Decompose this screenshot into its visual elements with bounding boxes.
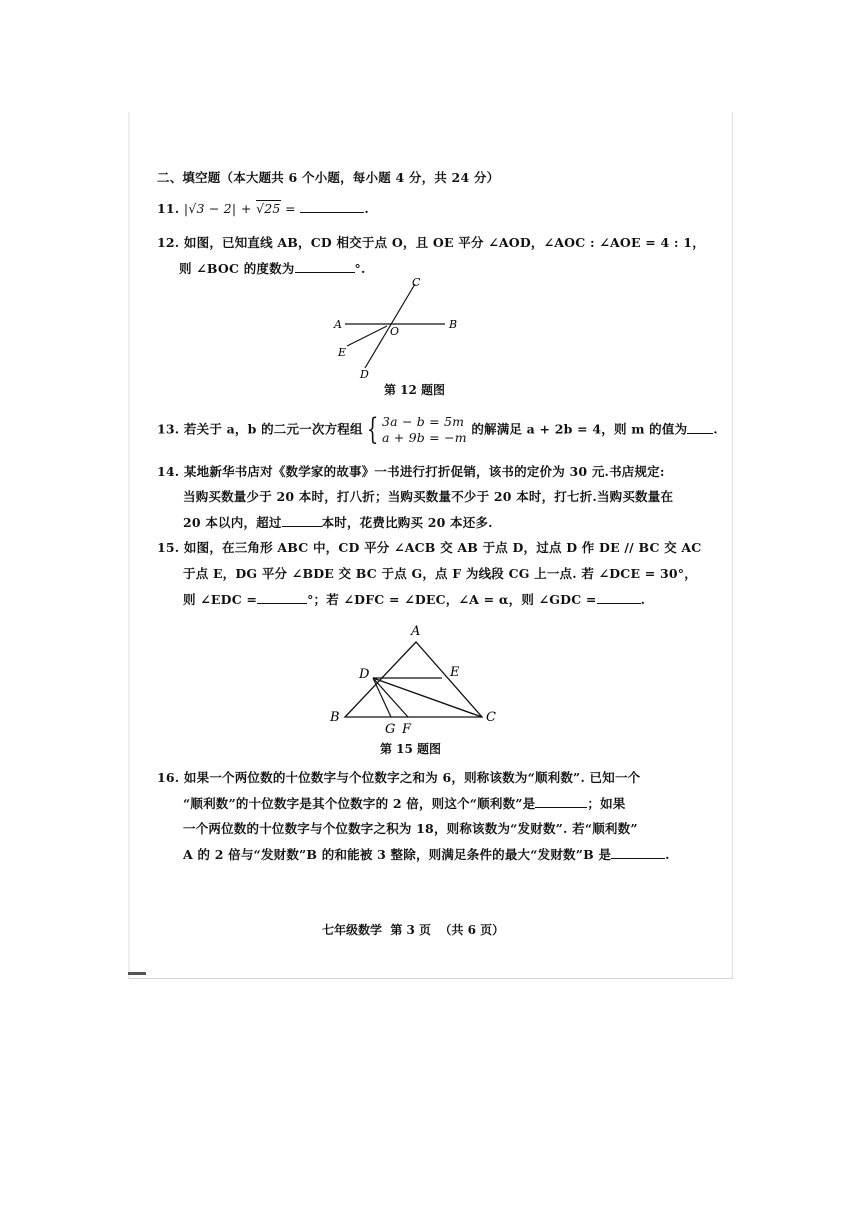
question-12-text: 如图，已知直线 AB，CD 相交于点 O，且 OE 平分 ∠AOD，∠AOC : ∠AOE = 4 : 1， — [183, 235, 705, 250]
question-16-line2 — [183, 794, 625, 812]
question-15-part-a: 则 ∠EDC = — [183, 592, 258, 607]
q11-end: . — [364, 201, 369, 216]
answer-blank — [300, 200, 364, 213]
equation-system — [382, 414, 467, 446]
question-16-line2-prefix: “顺利数”的十位数字是其个位数字的 2 倍，则这个“顺利数”是 — [183, 796, 536, 811]
question-13 — [157, 414, 718, 446]
question-15-part-b: °；若 ∠DFC = ∠DEC，∠A = α，则 ∠GDC = — [307, 592, 597, 607]
question-16-line2-suffix: ；如果 — [587, 796, 626, 811]
question-14-text: 某地新华书店对《数学家的故事》一书进行打折促销，该书的定价为 30 元.书店规定: — [183, 464, 665, 479]
q11-equals: = — [285, 201, 296, 216]
figure-15-caption: 第 15 题图 — [380, 742, 442, 756]
question-12-line1 — [157, 233, 705, 251]
question-13-prefix: 若关于 a，b 的二元一次方程组 — [183, 421, 363, 437]
question-16-line4-prefix: A 的 2 倍与“发财数”B 的和能被 3 整除，则满足条件的最大“发财数”B 是 — [183, 847, 612, 862]
page-corner-mark — [128, 972, 146, 975]
answer-blank — [257, 591, 307, 604]
answer-blank — [535, 795, 587, 808]
q16-end: . — [665, 847, 670, 862]
q15-end: . — [640, 592, 646, 607]
question-14-line3-suffix: 本时，花费比购买 20 本还多. — [321, 515, 493, 530]
question-15-line3 — [183, 590, 645, 608]
equation-1: 3a − b = 5m — [381, 414, 465, 429]
question-16-text: 如果一个两位数的十位数字与个位数字之和为 6，则称该数为“顺利数”. 已知一个 — [183, 770, 641, 785]
page-edge-shadow — [128, 112, 130, 978]
label-a: A — [411, 624, 421, 639]
label-o: O — [390, 325, 400, 338]
answer-blank — [282, 514, 322, 527]
degree-suffix: °. — [354, 261, 366, 276]
label-g: G — [385, 722, 396, 737]
question-number: 14. — [157, 464, 180, 479]
question-14-line3-prefix: 20 本以内，超过 — [183, 515, 282, 530]
label-b: B — [330, 710, 340, 725]
q11-root: √25 — [256, 201, 281, 216]
q11-abs-expression: |√3 − 2| — [183, 201, 237, 216]
question-14-line2: 当购买数量少于 20 本时，打八折；当购买数量不少于 20 本时，打七折.当购买数量在 — [183, 489, 674, 504]
question-number: 11. — [157, 201, 180, 216]
answer-blank — [611, 846, 665, 859]
question-15-text: 如图，在三角形 ABC 中，CD 平分 ∠ACB 交 AB 于点 D，过点 D 作 DE // BC 交 AC — [183, 540, 702, 555]
question-number: 13. — [157, 421, 180, 437]
question-15-line2: 于点 E，DG 平分 ∠BDE 交 BC 于点 G，点 F 为线段 CG 上一点. 若 ∠DCE = 30°， — [183, 566, 697, 581]
label-d: D — [360, 368, 369, 381]
answer-blank — [687, 421, 713, 434]
system-brace: { — [366, 412, 379, 447]
figure-12-caption: 第 12 题图 — [384, 383, 446, 397]
equation-2: a + 9b = −m — [381, 430, 467, 445]
question-13-condition: 的解满足 a + 2b = 4，则 m 的值为 — [471, 421, 688, 437]
label-c: C — [486, 710, 496, 725]
label-e: E — [338, 346, 347, 359]
question-number: 12. — [157, 235, 180, 250]
question-14-line3 — [183, 513, 493, 531]
label-c: C — [412, 276, 421, 289]
page-footer: 七年级数学 第 3 页 （共 6 页） — [322, 923, 505, 937]
question-11 — [157, 200, 369, 216]
figure-q15 — [325, 620, 505, 740]
label-e: E — [450, 665, 460, 680]
ray-oe — [347, 326, 387, 346]
question-number: 15. — [157, 540, 180, 555]
question-16-line1 — [157, 768, 640, 786]
answer-blank — [597, 591, 641, 604]
label-f: F — [402, 722, 412, 737]
question-number: 16. — [157, 770, 180, 785]
segment-inner — [373, 678, 473, 714]
label-d: D — [359, 667, 370, 682]
q13-end: . — [713, 421, 718, 437]
section-heading: 二、填空题（本大题共 6 个小题，每小题 4 分，共 24 分） — [157, 170, 500, 185]
question-14-line1 — [157, 462, 665, 480]
q11-plus: + — [240, 201, 252, 216]
question-12-prompt: 则 ∠BOC 的度数为 — [179, 261, 295, 276]
figure-q12 — [325, 272, 465, 382]
question-15-line1 — [157, 538, 701, 556]
question-16-line3: 一个两位数的十位数字与个位数字之积为 18，则称该数为“发财数”. 若“顺利数” — [183, 821, 638, 836]
question-16-line4 — [183, 845, 670, 863]
label-a: A — [334, 318, 342, 331]
label-b: B — [449, 318, 458, 331]
